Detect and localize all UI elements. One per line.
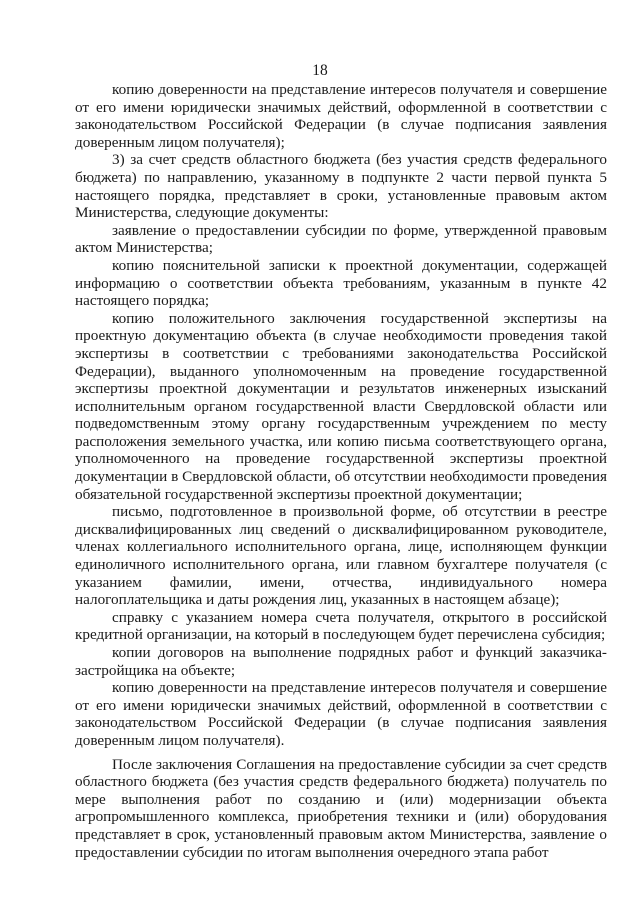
paragraph-expertise-conclusion: копию положительного заключения государственной экспертизы на проектную документацию объекта (в случае необходимости проведения такой экспертизы в соответствии с требованиями законодательства Российской Федерации), выданного уполномоченным на проведение государственной экспертизы проектной документации и результатов инженерных изысканий исполнительным органом государственной власти Свердловской области или подведомственным этому органу государственным учреждением по месту расположения земельного участка, или копию письма соответствующего органа, уполномоченного на проведение государственной экспертизы проектной документации в Свердловской области, об отсутствии необходимости проведения обязательной государственной экспертизы проектной документации; [75,309,607,503]
page-number: 18 [312,62,328,79]
paragraph-power-of-attorney-2: копию доверенности на представление интересов получателя и совершение от его имени юридически значимых действий, оформленной в соответствии с законодательством Российской Федерации (в случае подписания заявления доверенным лицом получателя). [75,679,607,749]
document-body [75,81,607,861]
paragraph-application: заявление о предоставлении субсидии по форме, утвержденной правовым актом Министерства; [75,221,607,257]
paragraph-power-of-attorney-1: копию доверенности на представление интересов получателя и совершение от его имени юридически значимых действий, оформленной в соответствии с законодательством Российской Федерации (в случае подписания заявления доверенным лицом получателя); [75,81,607,151]
paragraph-explanatory-note: копию пояснительной записки к проектной документации, содержащей информацию о соответствии объекта требованиям, указанным в пункте 42 настоящего порядка; [75,256,607,310]
paragraph-after-agreement: После заключения Соглашения на предоставление субсидии за счет средств областного бюджета (без участия средств федерального бюджета) получатель по мере выполнения работ по созданию и (или) модернизации объекта агропромышленного комплекса, приобретения техники и (или) оборудования представляет в срок, установленный правовым актом Министерства, заявление о предоставлении субсидии по итогам выполнения очередного этапа работ [75,755,607,861]
paragraph-disqualification-letter: письмо, подготовленное в произвольной форме, об отсутствии в реестре дисквалифицированных лиц сведений о дисквалифицированном руководителе, членах коллегиального исполнительного органа, лице, исполняющем функции единоличного исполнительного органа, или главном бухгалтере получателя (с указанием фамилии, имени, отчества, индивидуального номера налогоплательщика и даты рождения лиц, указанных в настоящем абзаце); [75,503,607,609]
paragraph-contracts: копии договоров на выполнение подрядных работ и функций заказчика-застройщика на объекте; [75,644,607,679]
paragraph-item-3: 3) за счет средств областного бюджета (без участия средств федерального бюджета) по направлению, указанному в подпункте 2 части первой пункта 5 настоящего порядка, представляет в сроки, установленные правовым актом Министерства, следующие документы: [75,151,607,222]
paragraph-bank-account: справку с указанием номера счета получателя, открытого в российской кредитной организации, на который в последующем будет перечислена субсидия; [75,608,607,644]
